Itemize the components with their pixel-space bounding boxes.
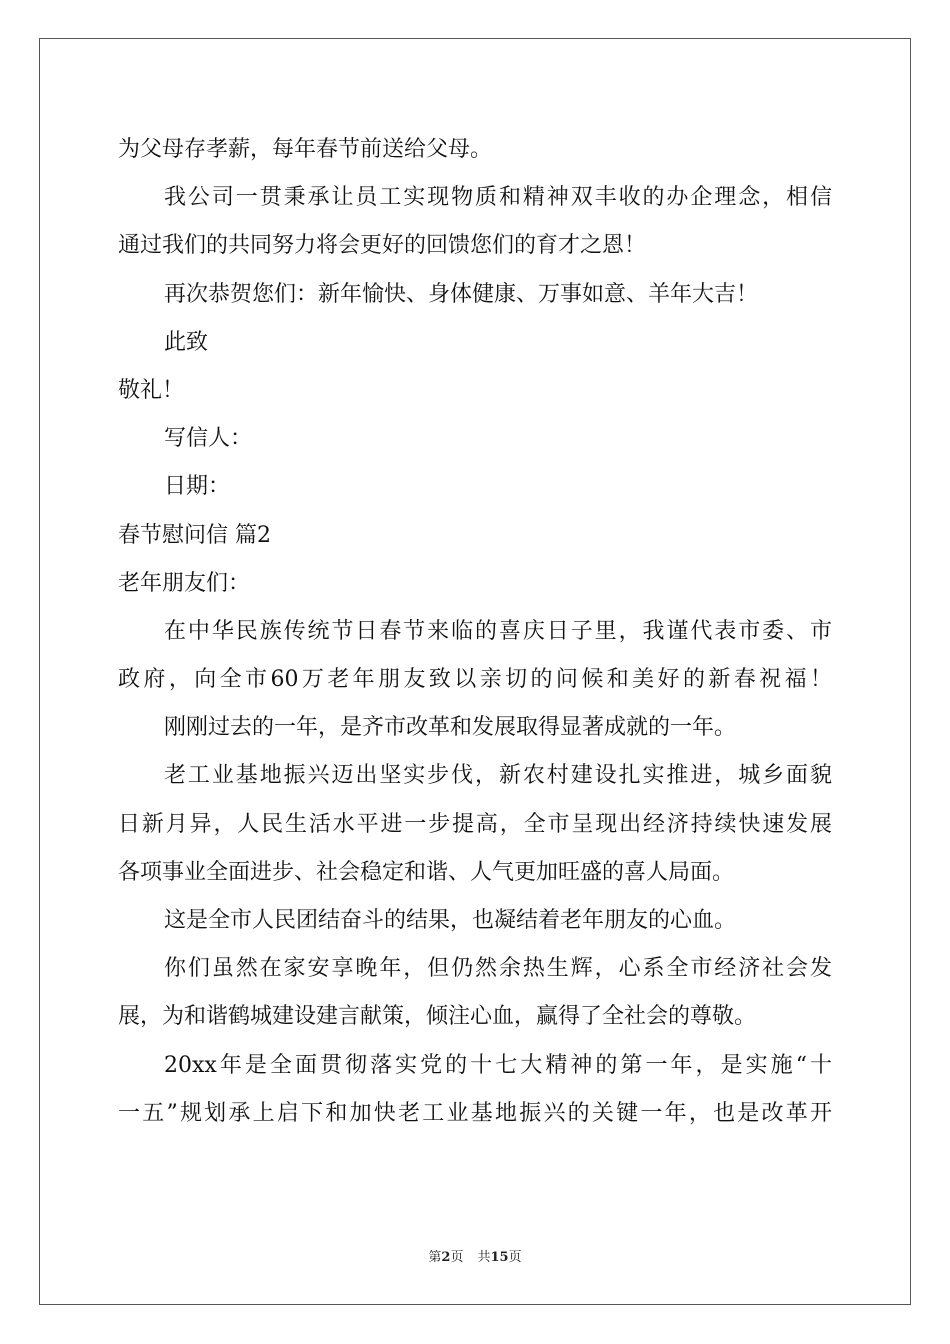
page-number: 2 <box>441 1250 451 1265</box>
text-line: 再次恭贺您们：新年愉快、身体健康、万事如意、羊年大吉！ <box>164 281 759 307</box>
text-line: 老工业基地振兴迈出坚实步伐，新农村建设扎实推进，城乡面貌 <box>164 763 832 789</box>
section-heading: 春节慰问信 篇2 <box>118 522 271 548</box>
footer-prefix: 第 <box>428 1250 442 1265</box>
text-line: 一五”规划承上启下和加快老工业基地振兴的关键一年，也是改革开 <box>118 1100 832 1126</box>
footer-page-suffix: 页 <box>450 1250 464 1265</box>
footer-total-prefix: 共 <box>477 1250 491 1265</box>
text-line: 这是全市人民团结奋斗的结果，也凝结着老年朋友的心血。 <box>164 908 737 933</box>
text-line: 刚刚过去的一年，是齐市改革和发展取得显著成就的一年。 <box>164 715 737 741</box>
text-line: 为父母存孝薪，每年春节前送给父母。 <box>118 137 493 162</box>
text-line: 此致 <box>164 329 209 355</box>
salutation: 老年朋友们： <box>118 570 251 596</box>
page-footer <box>0 1246 950 1265</box>
text-line: 日新月异，人民生活水平进一步提高，全市呈现出经济持续快速发展 <box>118 811 832 837</box>
text-line: 敬礼！ <box>118 377 185 403</box>
footer-total-suffix: 页 <box>508 1250 522 1265</box>
text-line: 在中华民族传统节日春节来临的喜庆日子里，我谨代表市委、市 <box>164 618 832 644</box>
text-line: 各项事业全面进步、社会稳定和谐、人气更加旺盛的喜人局面。 <box>118 859 735 885</box>
text-line: 我公司一贯秉承让员工实现物质和精神双丰收的办企理念，相信 <box>164 185 832 211</box>
document-body <box>118 126 832 1138</box>
text-line: 20xx年是全面贯彻落实党的十七大精神的第一年，是实施“十 <box>164 1052 832 1078</box>
text-line: 日期： <box>164 474 231 500</box>
text-line: 政府，向全市60万老年朋友致以亲切的问候和美好的新春祝福！ <box>118 667 832 693</box>
text-line: 通过我们的共同努力将会更好的回馈您们的育才之恩！ <box>118 233 647 259</box>
text-line: 写信人： <box>164 426 253 452</box>
page-total: 15 <box>490 1250 509 1265</box>
text-line: 你们虽然在家安享晚年，但仍然余热生辉，心系全市经济社会发 <box>164 956 832 982</box>
text-line: 展，为和谐鹤城建设建言献策，倾注心血，赢得了全社会的尊敬。 <box>118 1004 757 1030</box>
